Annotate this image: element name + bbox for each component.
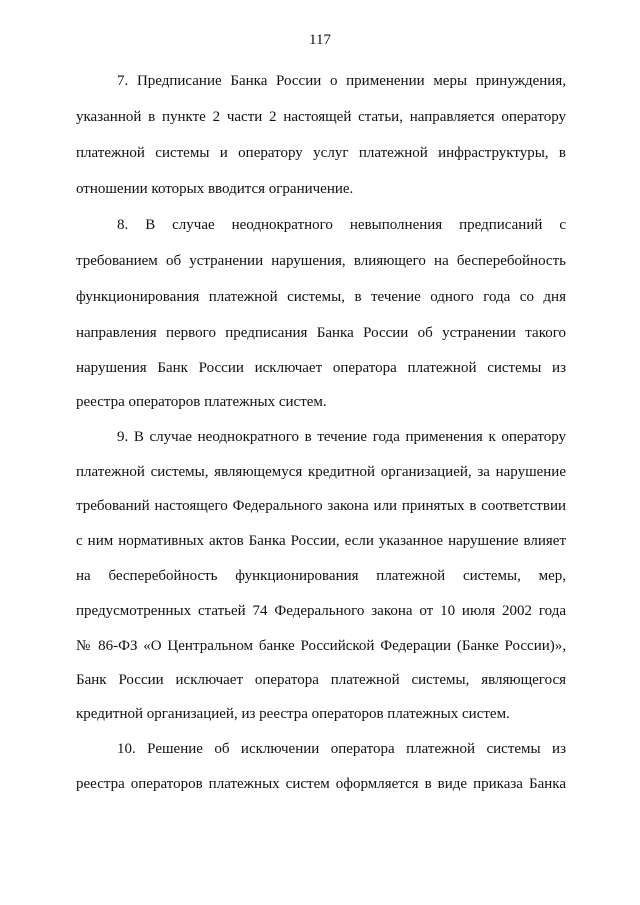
paragraph-8-line-5: нарушения Банк России исключает оператора платежной системы из bbox=[76, 360, 566, 376]
paragraph-7-line-2: указанной в пункте 2 части 2 настоящей статьи, направляется оператору bbox=[76, 109, 566, 125]
paragraph-8-line-3: функционирования платежной системы, в течение одного года со дня bbox=[76, 289, 566, 305]
paragraph-9-line-2: платежной системы, являющемуся кредитной организацией, за нарушение bbox=[76, 464, 566, 480]
paragraph-9-line-3: требований настоящего Федерального закона или принятых в соответствии bbox=[76, 498, 566, 514]
page-number: 117 bbox=[309, 32, 331, 48]
paragraph-9-line-8: Банк России исключает оператора платежной системы, являющегося bbox=[76, 672, 566, 688]
paragraph-8-line-2: требованием об устранении нарушения, влияющего на бесперебойность bbox=[76, 253, 566, 269]
paragraph-7-line-1: 7. Предписание Банка России о применении меры принуждения, bbox=[117, 73, 566, 89]
paragraph-9-line-7: № 86-ФЗ «О Центральном банке Российской Федерации (Банке России)», bbox=[76, 638, 566, 654]
paragraph-9-line-4: с ним нормативных актов Банка России, если указанное нарушение влияет bbox=[76, 533, 566, 549]
paragraph-8-line-6: реестра операторов платежных систем. bbox=[76, 394, 327, 410]
paragraph-9-line-6: предусмотренных статьей 74 Федерального закона от 10 июля 2002 года bbox=[76, 603, 566, 619]
paragraph-8-line-4: направления первого предписания Банка России об устранении такого bbox=[76, 325, 566, 341]
paragraph-7-line-4: отношении которых вводится ограничение. bbox=[76, 181, 354, 197]
paragraph-7-line-3: платежной системы и оператору услуг платежной инфраструктуры, в bbox=[76, 145, 566, 161]
paragraph-10-line-2: реестра операторов платежных систем оформляется в виде приказа Банка bbox=[76, 776, 566, 792]
paragraph-9-line-1: 9. В случае неоднократного в течение года применения к оператору bbox=[117, 429, 566, 445]
paragraph-9-line-5: на бесперебойность функционирования платежной системы, мер, bbox=[76, 568, 566, 584]
paragraph-10-line-1: 10. Решение об исключении оператора платежной системы из bbox=[117, 741, 566, 757]
paragraph-9-line-9: кредитной организацией, из реестра операторов платежных систем. bbox=[76, 706, 510, 722]
paragraph-8-line-1: 8. В случае неоднократного невыполнения предписаний с bbox=[117, 217, 566, 233]
